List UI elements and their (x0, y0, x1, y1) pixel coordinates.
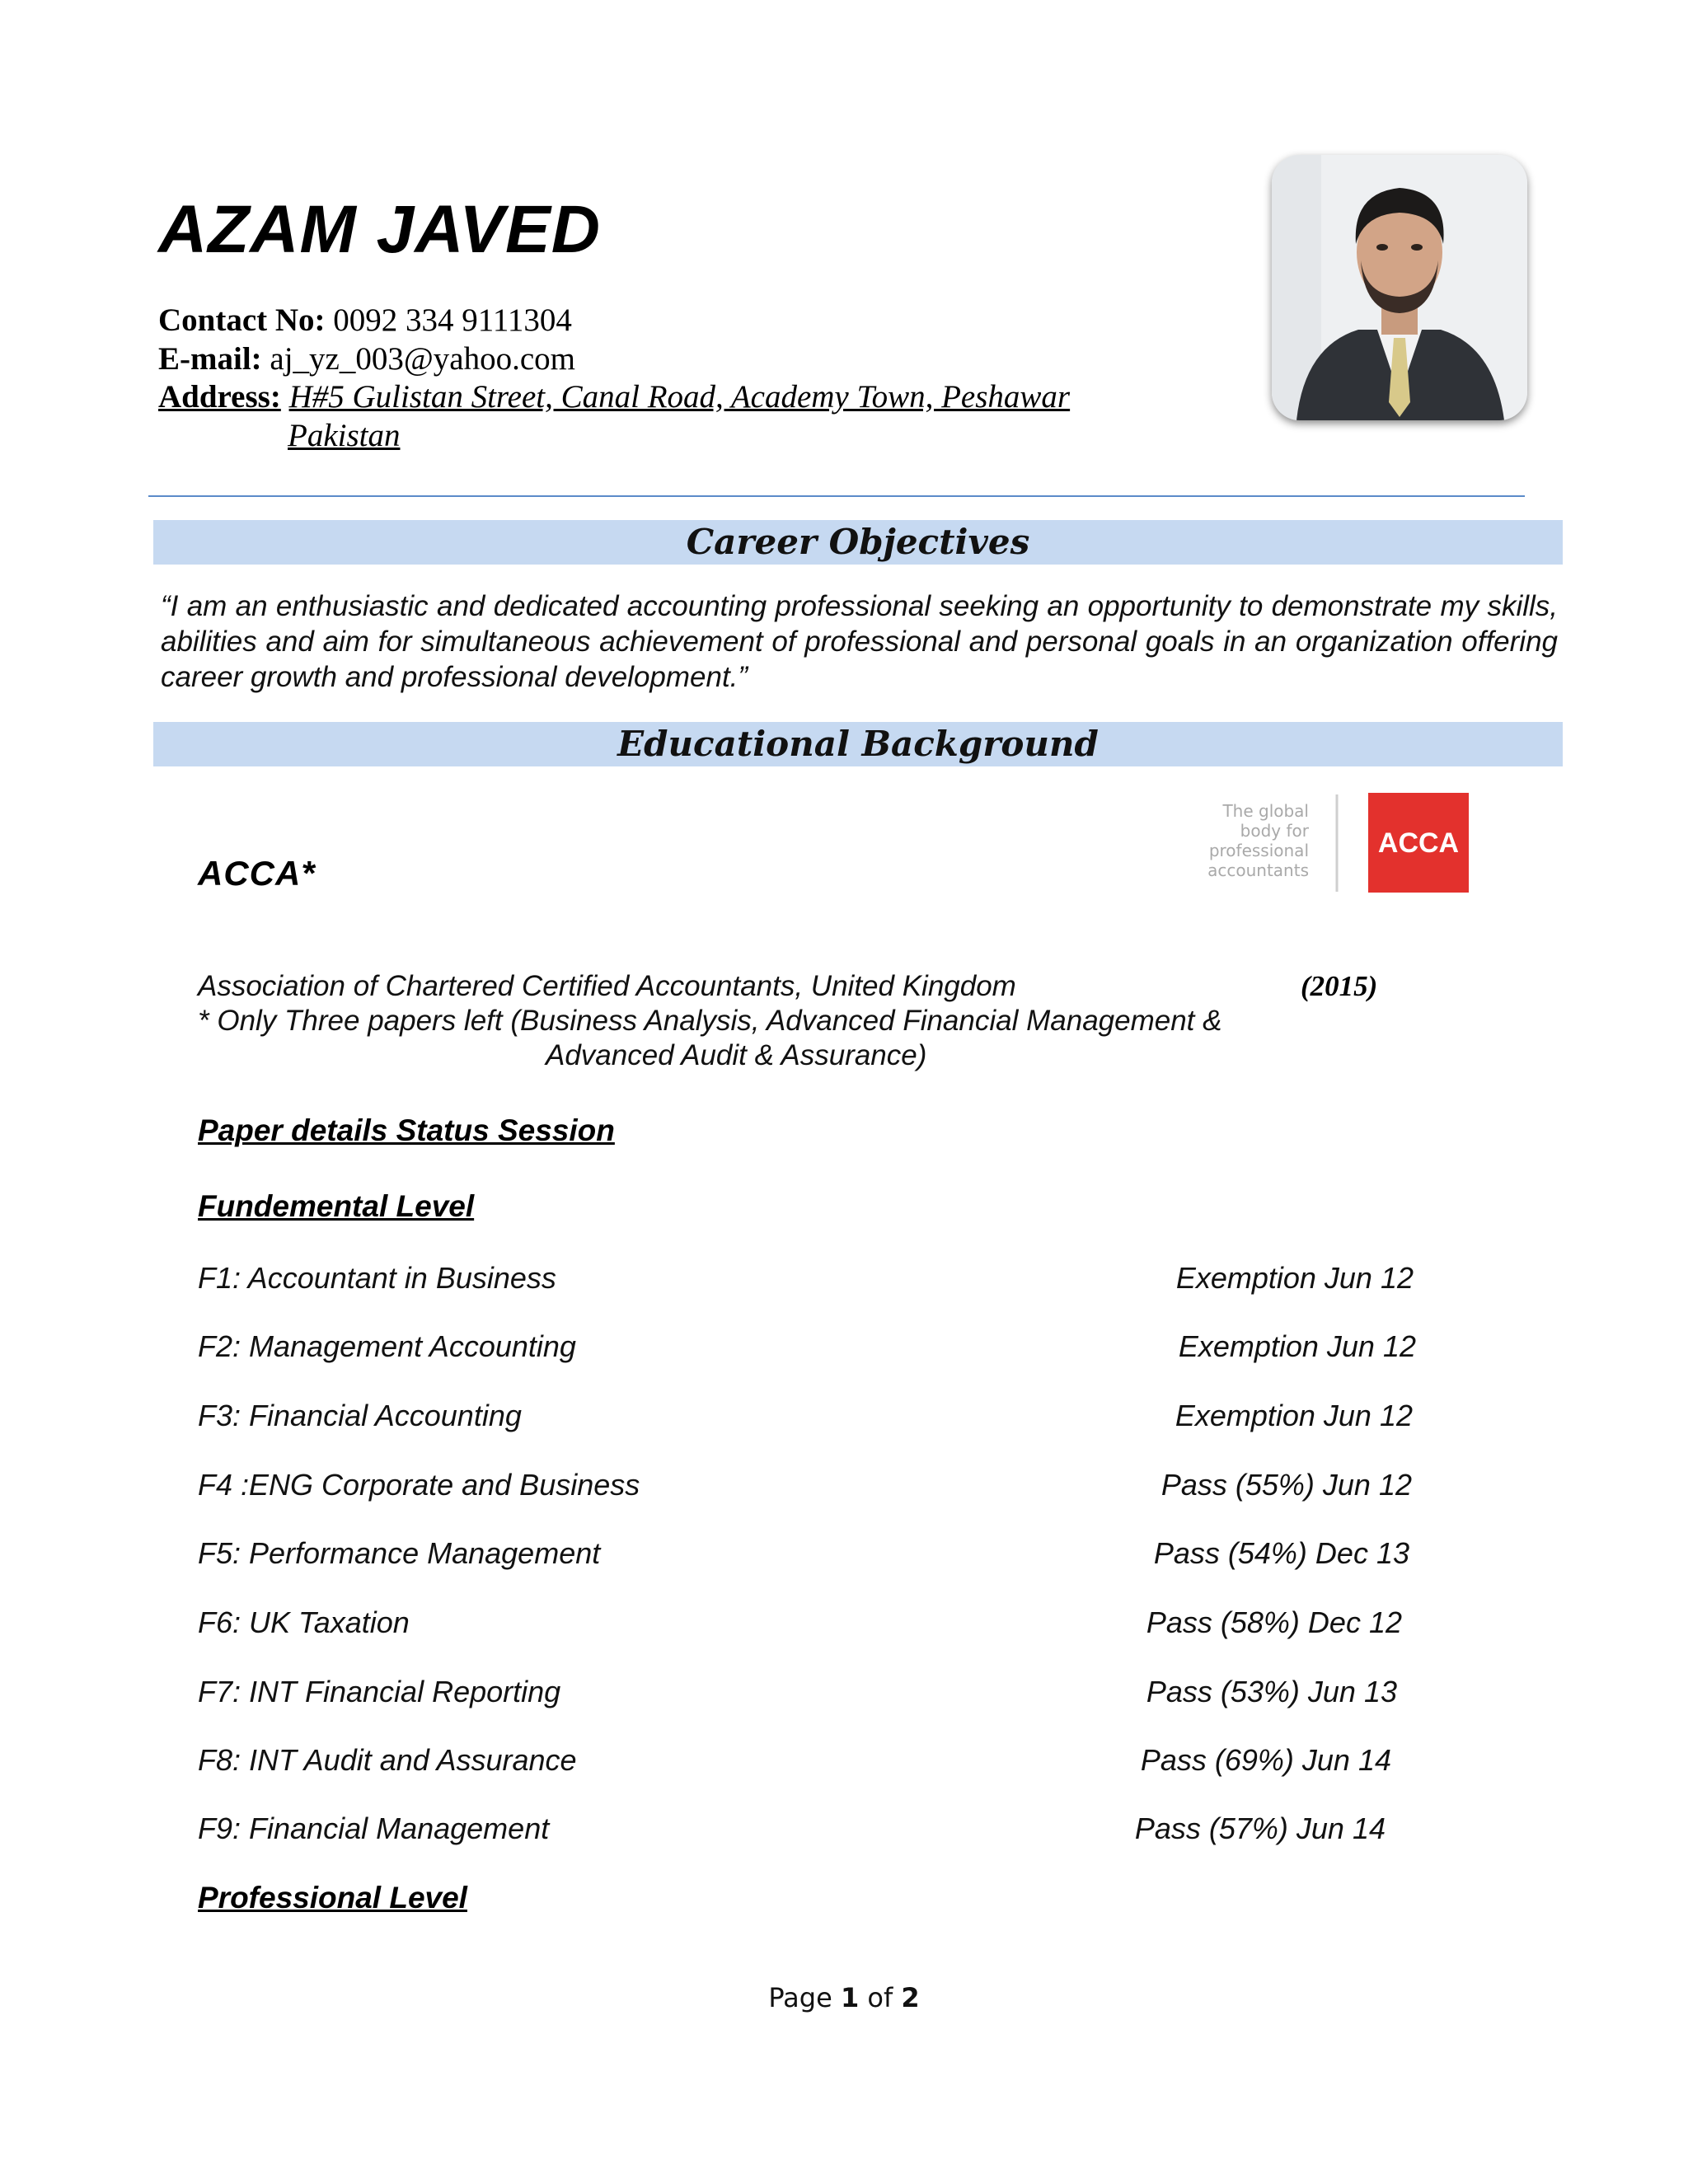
paper-name-f6: F6: UK Taxation (198, 1605, 410, 1639)
page-word: Page (768, 1982, 832, 2013)
fundamental-level-heading: Fundemental Level (198, 1189, 475, 1223)
address-line-2 (288, 417, 400, 454)
address-line (158, 378, 1070, 415)
profile-photo (1272, 155, 1527, 420)
contact-label: Contact No: (158, 302, 326, 338)
career-objectives-heading: Career Objectives (153, 520, 1563, 565)
address-value-line2: Pakistan (288, 418, 401, 453)
contact-value: 0092 334 9111304 (333, 302, 572, 338)
qualification-title: ACCA* (198, 854, 316, 893)
paper-name-f8: F8: INT Audit and Assurance (198, 1743, 577, 1777)
paper-name-f7: F7: INT Financial Reporting (198, 1675, 561, 1708)
institution-name: Association of Chartered Certified Accountants, United Kingdom (198, 970, 1016, 1002)
papers-left-note-1: * Only Three papers left (Business Analysis, Advanced Financial Management & (198, 1005, 1222, 1037)
logo-tagline-1: The global (1222, 801, 1309, 821)
paper-name-f4: F4 :ENG Corporate and Business (198, 1468, 640, 1502)
papers-left-note-2: Advanced Audit & Assurance) (546, 1039, 927, 1071)
email-label: E-mail: (158, 341, 262, 377)
header-divider (148, 495, 1525, 497)
address-label: Address: (158, 379, 281, 415)
email-value[interactable]: aj_yz_003@yahoo.com (270, 341, 575, 377)
paper-status-f5: Pass (54%) Dec 13 (1153, 1536, 1409, 1570)
paper-name-f3: F3: Financial Accounting (198, 1399, 522, 1432)
paper-name-f1: F1: Accountant in Business (198, 1261, 556, 1295)
logo-acca-text: ACCA (1377, 827, 1460, 859)
acca-logo (1195, 791, 1475, 894)
page-current: 1 (840, 1982, 860, 2013)
paper-status-f7: Pass (53%) Jun 13 (1146, 1675, 1397, 1708)
paper-status-f9: Pass (57%) Jun 14 (1134, 1811, 1386, 1845)
paper-status-f2: Exemption Jun 12 (1178, 1329, 1416, 1363)
paper-details-header: Paper details Status Session (198, 1113, 615, 1147)
contact-number-line (158, 302, 572, 339)
professional-level-heading: Professional Level (198, 1881, 467, 1915)
page-total: 2 (901, 1982, 920, 2013)
email-line (158, 340, 575, 377)
objective-line-3: organization offering career growth and professional development.” (161, 626, 1558, 693)
paper-status-f4: Pass (55%) Jun 12 (1160, 1468, 1412, 1502)
educational-background-heading: Educational Background (153, 722, 1563, 766)
objective-line-2: skills, abilities and aim for simultaneous achievement of professional and personal goals in an (161, 590, 1558, 658)
objective-line-1: “I am an enthusiastic and dedicated accounting professional seeking an opportunity to demonstrate my (161, 590, 1479, 622)
logo-tagline-4: accountants (1207, 860, 1309, 880)
paper-status-f3: Exemption Jun 12 (1175, 1399, 1413, 1432)
paper-status-f8: Pass (69%) Jun 14 (1140, 1743, 1391, 1777)
qualification-year: (2015) (1301, 970, 1378, 1002)
of-word: of (867, 1982, 893, 2013)
paper-name-f9: F9: Financial Management (198, 1811, 550, 1845)
profile-photo-graphic (1272, 155, 1527, 420)
logo-tagline-3: professional (1208, 841, 1309, 860)
paper-status-f6: Pass (58%) Dec 12 (1146, 1605, 1402, 1639)
page-number-footer (0, 1982, 1688, 2013)
paper-status-f1: Exemption Jun 12 (1175, 1261, 1414, 1295)
candidate-name: AZAM JAVED (158, 192, 601, 267)
paper-name-f5: F5: Performance Management (198, 1536, 601, 1570)
address-value-line1: H#5 Gulistan Street, Canal Road, Academy Town, Peshawar (288, 379, 1071, 415)
logo-tagline-2: body for (1240, 821, 1309, 841)
paper-name-f2: F2: Management Accounting (198, 1329, 576, 1363)
career-objective-text (161, 588, 1558, 695)
